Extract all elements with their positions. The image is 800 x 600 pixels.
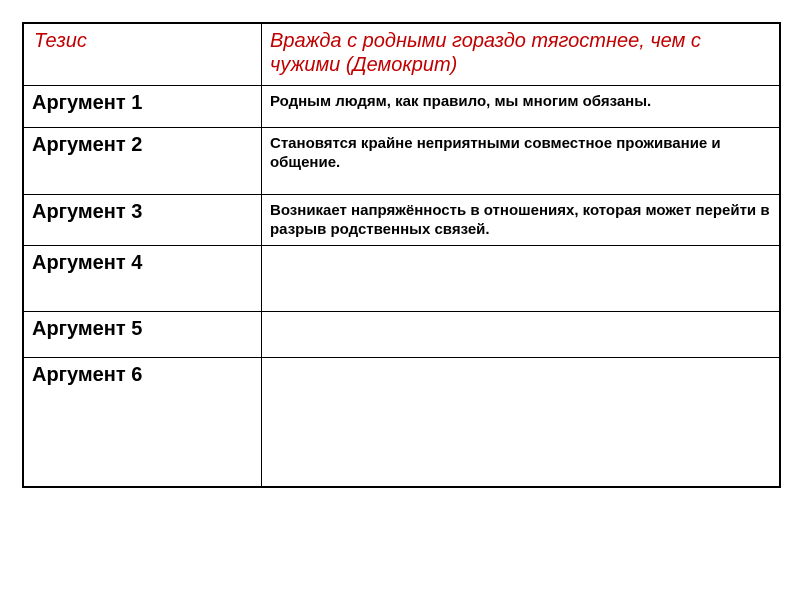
argument-text-cell <box>262 311 781 357</box>
argument-label: Аргумент 2 <box>32 133 143 156</box>
table-row <box>23 311 780 357</box>
header-text-cell <box>262 23 781 85</box>
table-row <box>23 245 780 311</box>
argument-text: Становятся крайне неприятными совместное проживание и общение. <box>270 134 721 171</box>
argument-text <box>262 358 779 364</box>
table-row <box>23 85 780 127</box>
argument-label-cell <box>23 194 262 245</box>
thesis-label: Тезис <box>34 30 87 52</box>
argument-label-cell <box>23 127 262 194</box>
table-row <box>23 357 780 487</box>
argument-label: Аргумент 4 <box>32 251 143 274</box>
argument-text-cell <box>262 127 781 194</box>
argument-label: Аргумент 3 <box>32 200 143 223</box>
argument-text: Родным людям, как правило, мы многим обязаны. <box>270 92 652 110</box>
table-row <box>23 127 780 194</box>
argument-label-cell <box>23 245 262 311</box>
argument-text <box>262 312 779 318</box>
argument-text-cell <box>262 245 781 311</box>
table-header-row <box>23 23 780 85</box>
argument-label: Аргумент 6 <box>32 363 143 386</box>
argument-text-cell <box>262 85 781 127</box>
argument-label-cell <box>23 85 262 127</box>
argument-label-cell <box>23 357 262 487</box>
argument-text-cell <box>262 357 781 487</box>
argument-text <box>262 246 779 252</box>
thesis-table <box>22 22 781 488</box>
argument-label: Аргумент 1 <box>32 91 143 114</box>
header-label-cell <box>23 23 262 85</box>
argument-text: Возникает напряжённость в отношениях, которая может перейти в разрыв родственных связей. <box>270 201 770 238</box>
argument-text-cell <box>262 194 781 245</box>
argument-label-cell <box>23 311 262 357</box>
thesis-text: Вражда с родными гораздо тягостнее, чем с чужими (Демокрит) <box>270 30 701 76</box>
argument-label: Аргумент 5 <box>32 317 143 340</box>
table-row <box>23 194 780 245</box>
